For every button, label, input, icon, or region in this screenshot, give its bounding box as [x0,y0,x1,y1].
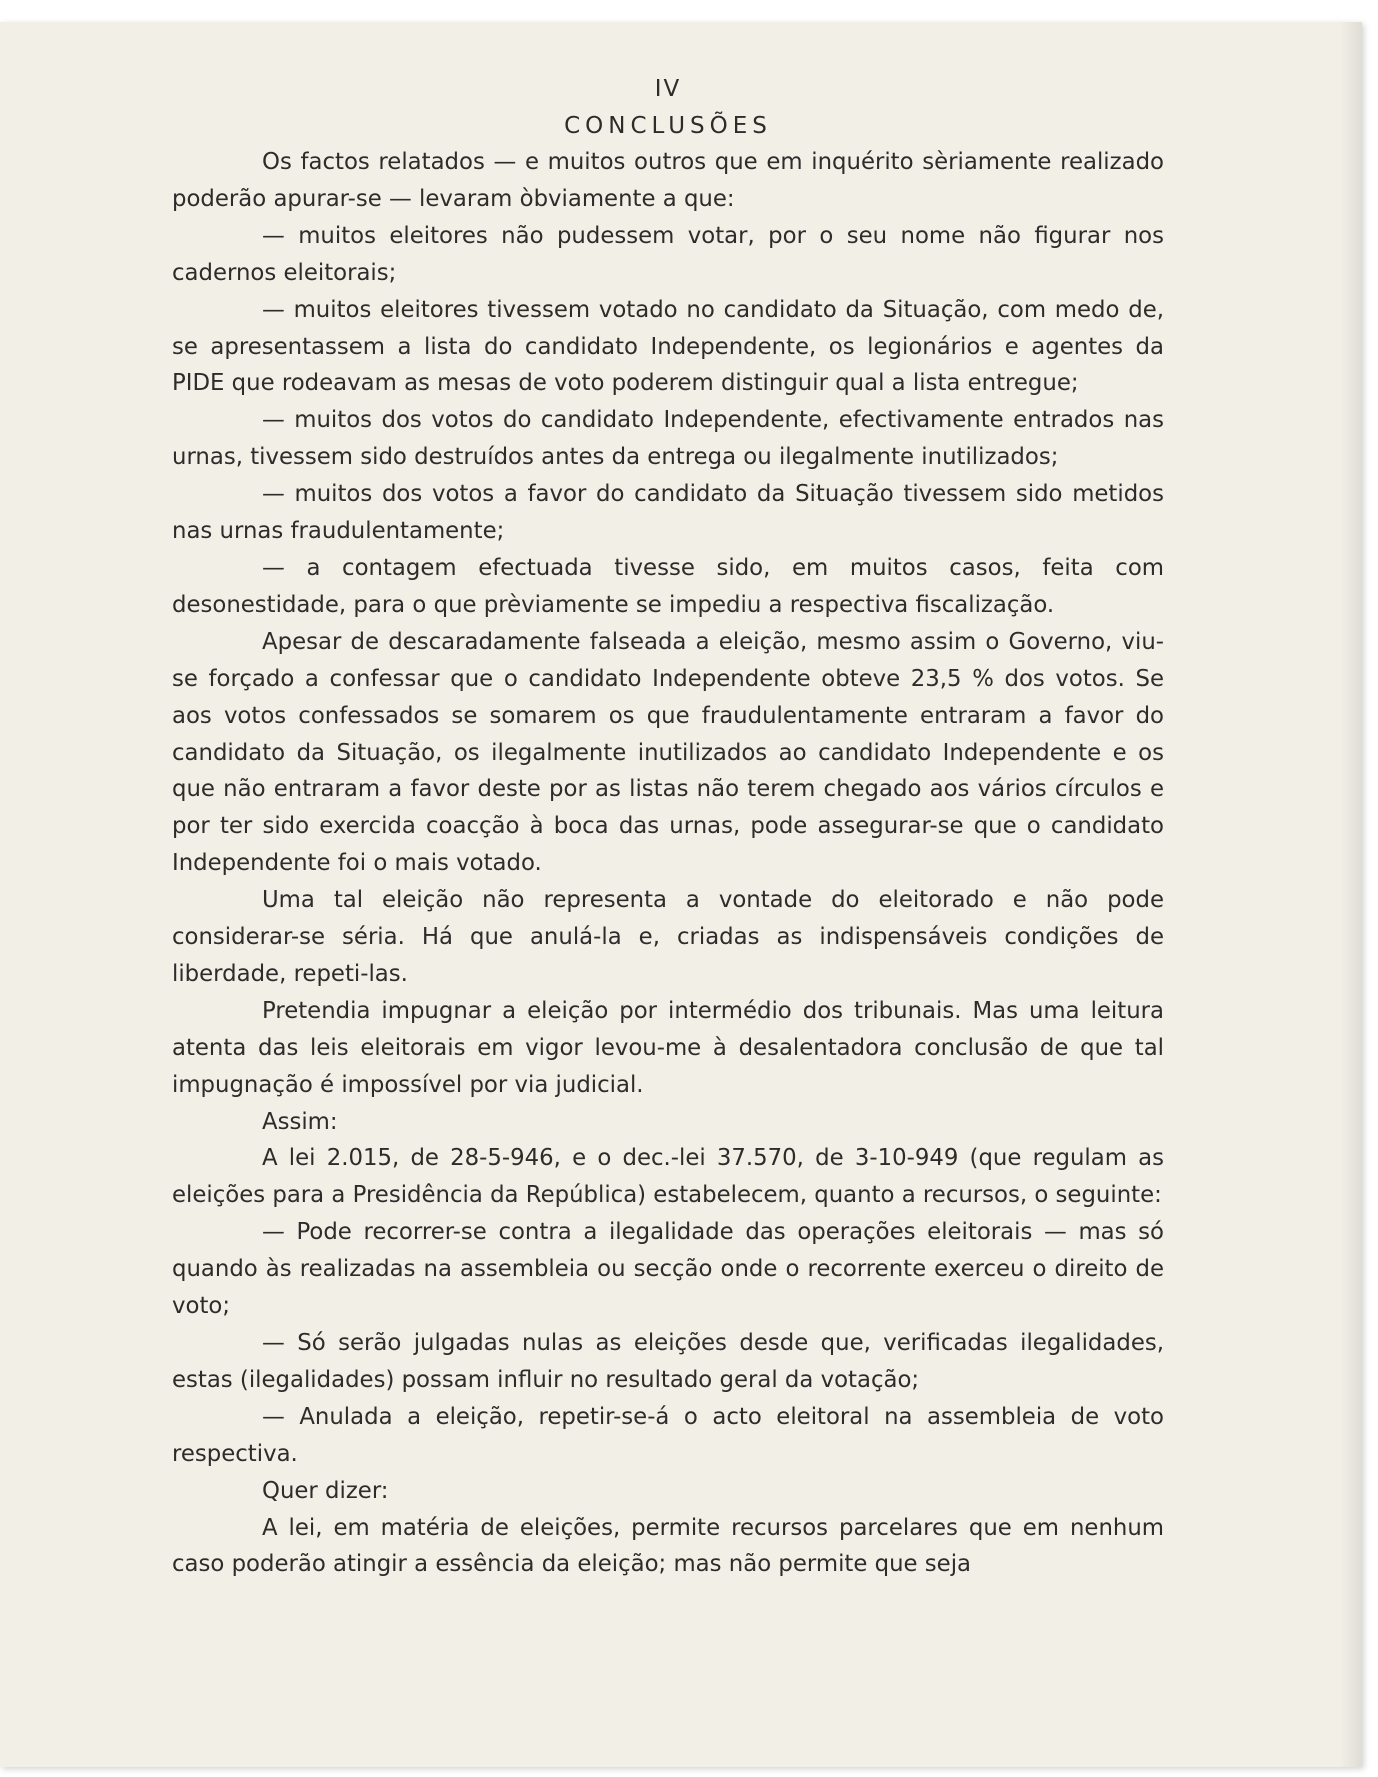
paragraph: A lei, em matéria de eleições, permite recursos parcelares que em nenhum caso poderão atingir a essência da eleição; mas não permite que seja [172,1514,1164,1578]
paragraph: — a contagem efectuada tivesse sido, em muitos casos, feita com desonestidade, para o que prèviamente se impediu a respectiva fiscalização. [172,554,1164,618]
paragraph: — Só serão julgadas nulas as eleições desde que, verificadas ilegalidades, estas (ilegalidades) possam influir no resultado geral da votação; [172,1330,1164,1393]
paragraph: A lei 2.015, de 28-5-946, e o dec.-lei 37.570, de 3-10-949 (que regulam as eleições para a Presidência da República) estabelecem, quanto a recursos, o seguinte: [172,1145,1164,1209]
paragraph: Quer dizer: [262,1477,389,1504]
paragraph: — Anulada a eleição, repetir-se-á o acto eleitoral na assembleia de voto respectiva. [172,1403,1164,1467]
paragraph: — muitos eleitores tivessem votado no candidato da Situação, com medo de, se apresentassem a lista do candidato Independente, os legionários e agentes da PIDE que rodeavam as mesas de voto poderem distinguir qual a lista entregue; [172,296,1164,397]
paragraph: Apesar de descaradamente falseada a eleição, mesmo assim o Governo, viu-se forçado a confessar que o candidato Independente obteve 23,5 % dos votos. Se aos votos confessados se somarem os que fraudulentamente entraram a favor do candidato da Situação, os ilegalmente inutilizados ao candidato Independente e os que não entraram a favor deste por as listas não terem chegado aos vários círculos e por ter sido exercida coacção à boca das urnas, pode assegurar-se que o candidato Independente foi o mais votado. [172,628,1164,877]
chapter-number: IV [654,76,682,102]
paragraph: — Pode recorrer-se contra a ilegalidade das operações eleitorais — mas só quando às realizadas na assembleia ou secção onde o recorrente exerceu o direito de voto; [172,1219,1164,1320]
paragraph: Assim: [262,1108,338,1135]
paragraph: — muitos dos votos do candidato Independente, efectivamente entrados nas urnas, tivessem sido destruídos antes da entrega ou ilegalmente inutilizados; [172,407,1164,471]
page-content [172,60,1164,1583]
page-edge-shadow [1340,22,1362,1767]
paragraph: — muitos eleitores não pudessem votar, por o seu nome não figurar nos cadernos eleitorais; [172,222,1164,286]
paragraph: Pretendia impugnar a eleição por intermédio dos tribunais. Mas uma leitura atenta das leis eleitorais em vigor levou-me à desalentadora conclusão de que tal impugnação é impossível por via judicial. [172,997,1164,1098]
chapter-title: CONCLUSÕES [564,113,772,139]
paragraph: — muitos dos votos a favor do candidato da Situação tivessem sido metidos nas urnas fraudulentamente; [172,481,1164,545]
body-text [172,144,1164,1583]
paragraph: Os factos relatados — e muitos outros que em inquérito sèriamente realizado poderão apurar-se — levaram òbviamente a que: [172,149,1164,212]
paragraph: Uma tal eleição não representa a vontade do eleitorado e não pode considerar-se séria. Há que anulá-la e, criadas as indispensáveis condições de liberdade, repeti-las. [172,887,1164,987]
